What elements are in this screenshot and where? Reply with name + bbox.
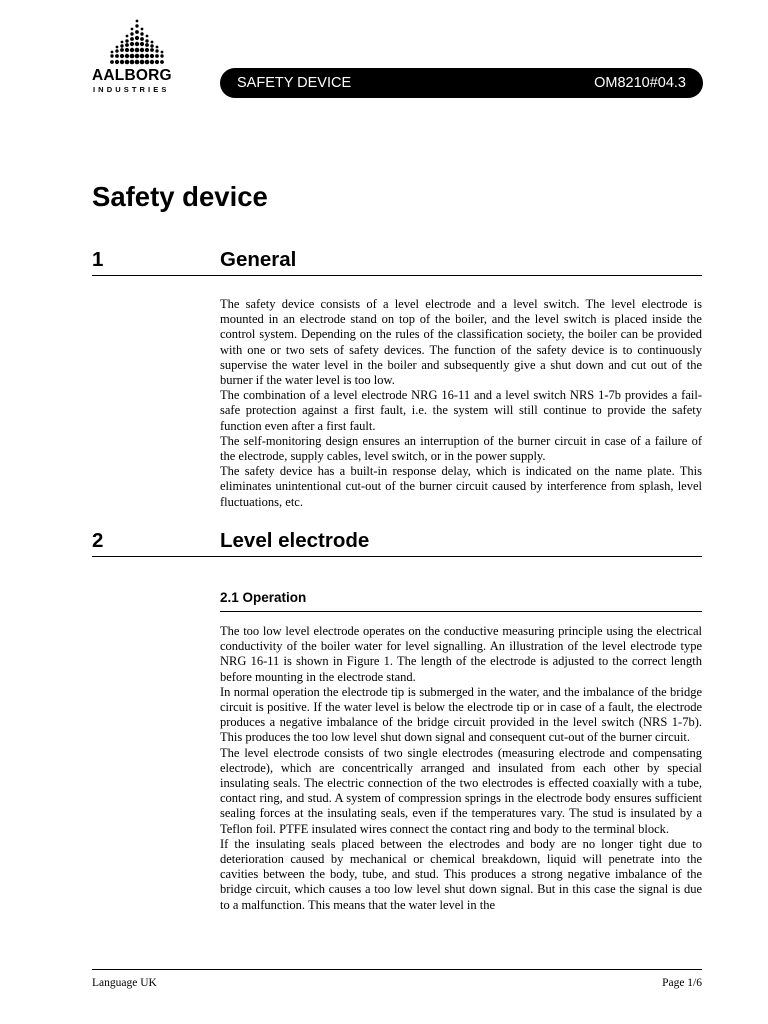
company-logo — [92, 18, 182, 98]
document-label: SAFETY DEVICE — [237, 75, 352, 91]
paragraph: The self-monitoring design ensures an interruption of the burner circuit in case of a failure of the electrode, supply cables, level switch, or in the power supply. — [220, 433, 702, 464]
section-heading-level-electrode — [92, 526, 702, 557]
footer-divider — [92, 969, 702, 970]
section-number: 2 — [92, 529, 104, 552]
paragraph: The safety device consists of a level electrode and a level switch. The level electrode is mounted in an electrode stand on top of the boiler, and the level switch is placed inside the control system. Depending on the rules of the classification society, the boiler can be provided with one or two sets of safety devices. The function of the safety device is to continuously supervise the water level in the boiler and subsequently give a shut down and cut out of the burner if the water level is too low. — [220, 297, 702, 388]
footer-language: Language UK — [92, 977, 157, 989]
aalborg-logo-icon — [102, 18, 172, 68]
section-operation-body — [220, 624, 702, 913]
subsection-heading-operation: 2.1 Operation — [220, 589, 702, 612]
document-code: OM8210#04.3 — [594, 75, 686, 91]
footer-page-number: Page 1/6 — [662, 977, 702, 989]
paragraph: The combination of a level electrode NRG 16-11 and a level switch NRS 1-7b provides a fail-safe protection against a first fault, i.e. the system will still continue to provide the safety function even after a first fault. — [220, 388, 702, 433]
section-title: General — [220, 248, 297, 271]
company-name: AALBORG — [92, 67, 172, 84]
section-heading-general — [92, 245, 702, 276]
section-number: 1 — [92, 248, 104, 271]
section-general-body — [220, 297, 702, 510]
section-title: Level electrode — [220, 529, 370, 552]
paragraph: The too low level electrode operates on the conductive measuring principle using the electrical conductivity of the boiler water for level signalling. An illustration of the level electrode type NRG 16-11 is shown in Figure 1. The length of the electrode is adjusted to the correct length before mounting in the electrode stand. — [220, 624, 702, 684]
paragraph: In normal operation the electrode tip is submerged in the water, and the imbalance of the bridge circuit is positive. If the water level is below the electrode tip or in case of a fault, the electrode produces a negative imbalance of the bridge circuit provided in the level switch (NRS 1-7b). This produces the too low level shut down signal and consequent cut-out of the burner circuit. — [220, 684, 702, 745]
paragraph: The safety device has a built-in response delay, which is indicated on the name plate. This eliminates unintentional cut-out of the burner circuit caused by interference from splash, level fluctuations, etc. — [220, 464, 702, 509]
paragraph: The level electrode consists of two single electrodes (measuring electrode and compensating electrode), which are concentrically arranged and insulated from each other by special insulating seals. The electric connection of the two electrodes is effected coaxially with a tube, contact ring, and stud. A system of compression springs in the electrode body ensures sufficient sealing forces at the insulating seals, even if the temperatures vary. The stud is insulated by a Teflon foil. PTFE insulated wires connect the contact ring and body to the terminal block. — [220, 745, 702, 836]
document-header-bar — [220, 68, 703, 98]
page-title: Safety device — [92, 181, 268, 212]
paragraph: If the insulating seals placed between the electrodes and body are no longer tight due to deterioration caused by mechanical or chemical breakdown, liquid will penetrate into the cavities between the body, tube, and stud. This produces a strong negative imbalance of the bridge circuit, which causes a too low level shut down signal. But in this case the signal is due to a malfunction. This means that the water level in the — [220, 836, 702, 912]
company-subtitle: INDUSTRIES — [93, 85, 170, 94]
